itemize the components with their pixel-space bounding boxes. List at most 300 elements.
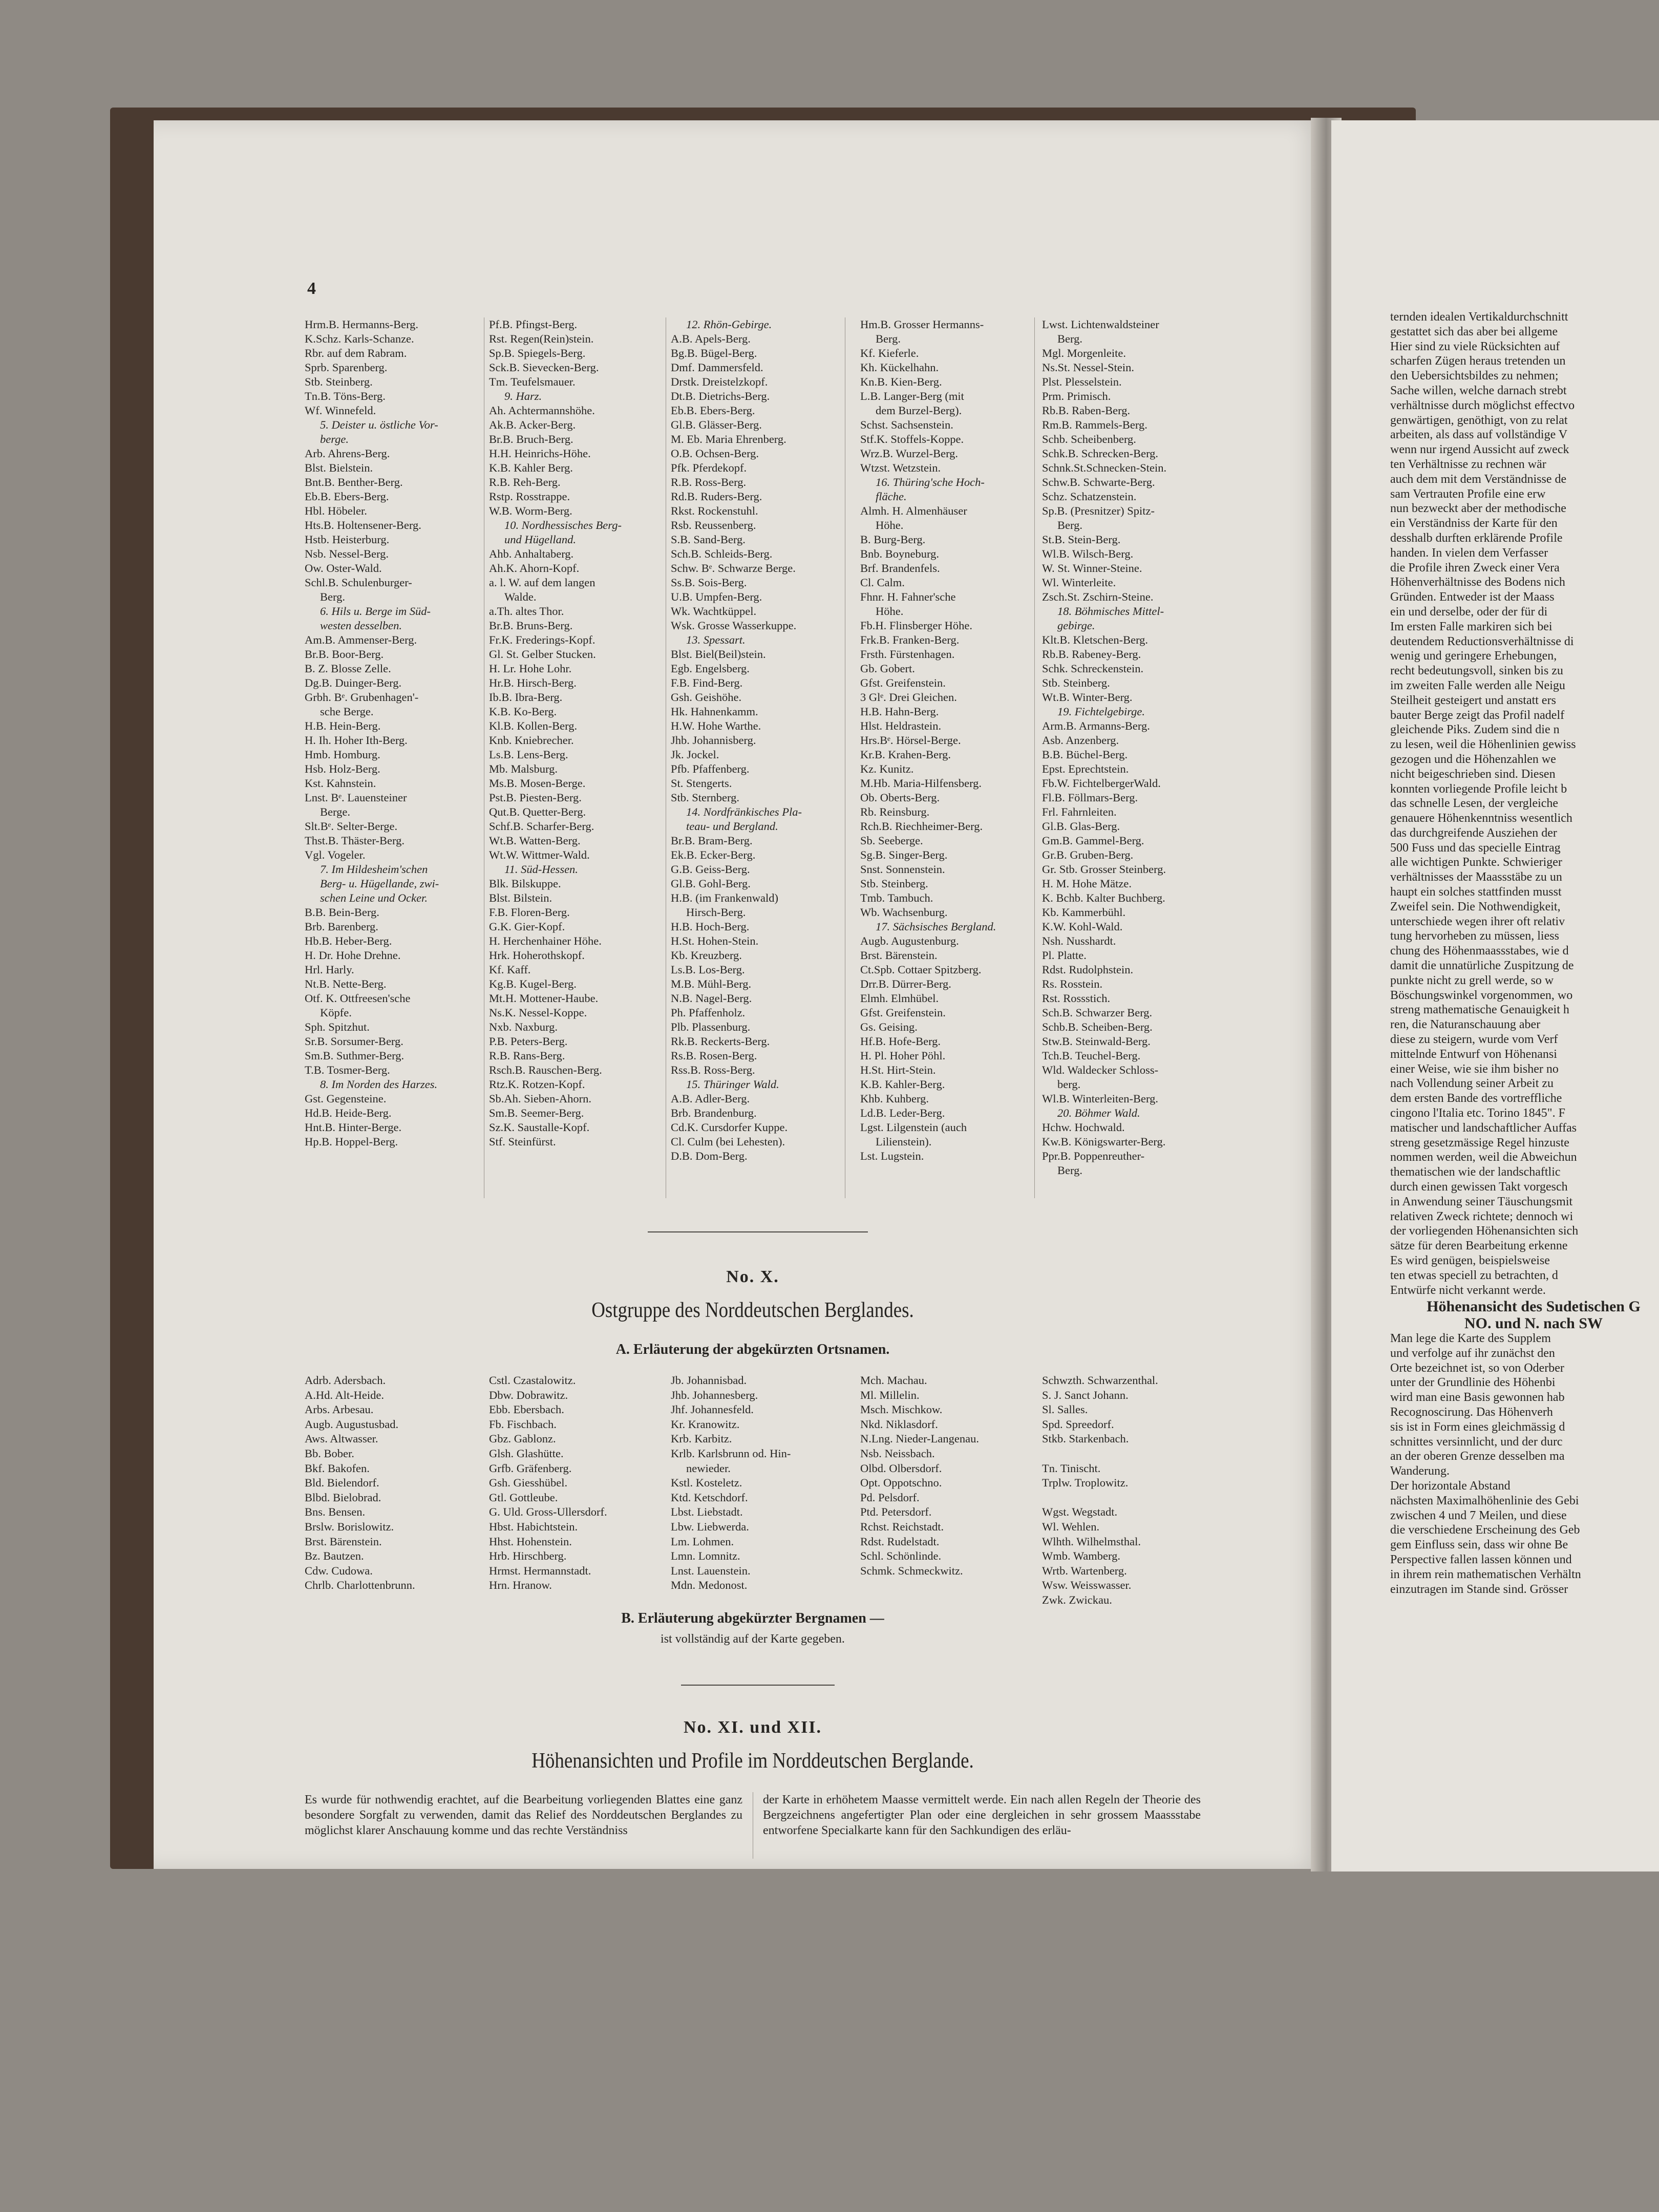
list-entry: K. Bchb. Kalter Buchberg. bbox=[1042, 891, 1165, 904]
text-line: punkte nicht zu grell werde, so w bbox=[1390, 973, 1554, 987]
list-entry: Hsb. Holz-Berg. bbox=[305, 762, 380, 775]
text-line: deutendem Reductionsverhältnisse di bbox=[1390, 634, 1574, 648]
list-entry: Hrs.Bᵉ. Hörsel-Berge. bbox=[860, 734, 961, 747]
list-entry: Wtzst. Wetzstein. bbox=[860, 461, 941, 474]
list-entry: Gl.B. Gohl-Berg. bbox=[671, 877, 751, 890]
region-heading: 5. Deister u. östliche Vor- bbox=[320, 418, 438, 431]
list-entry: Rss.B. Ross-Berg. bbox=[671, 1064, 755, 1076]
right-text-bottom bbox=[1390, 1331, 1659, 1597]
list-entry: Stw.B. Steinwald-Berg. bbox=[1042, 1035, 1151, 1048]
list-entry: Stf. Steinfürst. bbox=[489, 1135, 556, 1148]
list-entry: Otf. K. Ottfreesen'sche bbox=[305, 992, 411, 1005]
list-entry: Hstb. Heisterburg. bbox=[305, 533, 390, 546]
text-line: tung hervorheben zu müssen, liess bbox=[1390, 929, 1559, 943]
place-entry: Wmb. Wamberg. bbox=[1042, 1549, 1120, 1563]
place-entry: S. J. Sanct Johann. bbox=[1042, 1388, 1129, 1401]
place-entry: Lnst. Lauenstein. bbox=[671, 1564, 751, 1577]
list-entry: Frsth. Fürstenhagen. bbox=[860, 648, 955, 661]
list-entry: Br.B. Bruns-Berg. bbox=[489, 619, 573, 632]
body-paragraph: Es wurde für nothwendig erachtet, auf die Bearbeitung vorliegenden Blattes eine ganz besondere Sorgfalt zu verwenden, damit das Relief des Norddeutschen Berglandes zu möglichst klarer Anschauung komme und das rechte Verständniss bbox=[305, 1793, 742, 1837]
text-line: wenig und geringere Erhebungen, bbox=[1390, 649, 1557, 663]
text-line: einzutragen im Stande sind. Grösser bbox=[1390, 1582, 1568, 1596]
list-entry: B.B. Bein-Berg. bbox=[305, 906, 379, 919]
text-line: das schnelle Lesen, der vergleiche bbox=[1390, 797, 1559, 811]
list-column bbox=[671, 317, 802, 1163]
list-column bbox=[305, 317, 439, 1149]
place-entry: N.Lng. Nieder-Langenau. bbox=[860, 1432, 979, 1445]
text-line: Es wird genügen, beispielsweise bbox=[1390, 1254, 1550, 1267]
list-entry: Thst.B. Thäster-Berg. bbox=[305, 834, 405, 847]
list-entry: Kst. Kahnstein. bbox=[305, 777, 376, 790]
list-entry: Lgst. Lilgenstein (auch bbox=[860, 1121, 967, 1134]
text-line: scharfen Zügen heraus tretenden un bbox=[1390, 354, 1566, 368]
text-line: unter der Grundlinie des Höhenbi bbox=[1390, 1376, 1556, 1390]
list-entry: Mb. Malsburg. bbox=[489, 762, 558, 775]
place-entry: Cstl. Czastalowitz. bbox=[489, 1374, 576, 1387]
place-entry: Bld. Bielendorf. bbox=[305, 1476, 379, 1490]
list-entry: Zsch.St. Zschirn-Steine. bbox=[1042, 590, 1154, 603]
text-line: Im ersten Falle markiren sich bei bbox=[1390, 620, 1552, 633]
list-entry: M.B. Mühl-Berg. bbox=[671, 977, 752, 990]
list-entry: Wt.W. Wittmer-Wald. bbox=[489, 848, 590, 861]
list-entry: Sb. Seeberge. bbox=[860, 834, 923, 847]
list-entry: Rsch.B. Rauschen-Berg. bbox=[489, 1064, 602, 1076]
list-entry: Berg. bbox=[1057, 1164, 1082, 1177]
list-entry: Sprb. Sparenberg. bbox=[305, 361, 388, 374]
text-line: desshalb durften erklärende Profile bbox=[1390, 531, 1563, 545]
list-entry: Blk. Bilskuppe. bbox=[489, 877, 561, 890]
list-entry: Blst. Biel(Beil)stein. bbox=[671, 648, 766, 661]
right-page-text bbox=[1390, 310, 1659, 1597]
list-entry: Kr.B. Krahen-Berg. bbox=[860, 748, 951, 761]
list-entry: H. Ih. Hoher Ith-Berg. bbox=[305, 734, 408, 747]
place-entry: Rchst. Reichstadt. bbox=[860, 1520, 944, 1533]
text-line: Orte bezeichnet ist, so von Oderber bbox=[1390, 1361, 1564, 1375]
subsection-heading: A. Erläuterung der abgekürzten Ortsnamen. bbox=[615, 1342, 890, 1357]
place-entry: Arbs. Arbesau. bbox=[305, 1403, 374, 1416]
list-entry: Gm.B. Gammel-Berg. bbox=[1042, 834, 1144, 847]
list-entry: A.B. Apels-Berg. bbox=[671, 332, 751, 345]
text-line: arbeiten, als dass auf vollständige V bbox=[1390, 428, 1568, 442]
list-entry: Wrz.B. Wurzel-Berg. bbox=[860, 447, 959, 460]
place-entry: Lm. Lohmen. bbox=[671, 1535, 734, 1548]
list-entry: Ss.B. Sois-Berg. bbox=[671, 576, 747, 589]
list-entry: Stb. Sternberg. bbox=[671, 791, 739, 804]
region-heading: und Hügelland. bbox=[504, 533, 576, 546]
list-entry: Schst. Sachsenstein. bbox=[860, 418, 953, 431]
section-rule bbox=[648, 1231, 868, 1232]
list-entry: Kf. Kieferle. bbox=[860, 347, 919, 359]
list-entry: Hd.B. Heide-Berg. bbox=[305, 1107, 392, 1119]
text-line: Zweifel sein. Die Nothwendigkeit, bbox=[1390, 900, 1561, 913]
text-line: nicht beigeschrieben sind. Diesen bbox=[1390, 767, 1556, 781]
list-entry: Hrm.B. Hermanns-Berg. bbox=[305, 318, 419, 331]
list-entry: Wt.B. Watten-Berg. bbox=[489, 834, 581, 847]
list-entry: H. Lr. Hohe Lohr. bbox=[489, 662, 572, 675]
list-entry: Dg.B. Duinger-Berg. bbox=[305, 676, 402, 689]
list-entry: Blst. Bielstein. bbox=[305, 461, 373, 474]
list-entry: 3 Glᵉ. Drei Gleichen. bbox=[860, 691, 957, 704]
place-entry: Cdw. Cudowa. bbox=[305, 1564, 373, 1577]
region-heading: 7. Im Hildesheim'schen bbox=[320, 863, 428, 876]
place-entry: Adrb. Adersbach. bbox=[305, 1374, 386, 1387]
list-entry: Rsb. Reussenberg. bbox=[671, 519, 756, 531]
list-entry: Sph. Spitzhut. bbox=[305, 1020, 370, 1033]
place-entry: G. Uld. Gross-Ullersdorf. bbox=[489, 1505, 607, 1519]
text-line: konnten vorliegende Profile leicht b bbox=[1390, 782, 1567, 796]
list-entry: Am.B. Ammenser-Berg. bbox=[305, 633, 417, 646]
place-entry: Schl. Schönlinde. bbox=[860, 1549, 942, 1563]
list-entry: Gl. St. Gelber Stucken. bbox=[489, 648, 596, 661]
list-entry: Sb.Ah. Sieben-Ahorn. bbox=[489, 1092, 591, 1105]
list-entry: U.B. Umpfen-Berg. bbox=[671, 590, 762, 603]
place-entry: Wlhth. Wilhelmsthal. bbox=[1042, 1535, 1141, 1548]
text-line: wird man eine Basis gewonnen hab bbox=[1390, 1391, 1565, 1405]
list-entry: Nxb. Naxburg. bbox=[489, 1020, 558, 1033]
list-entry: Rtz.K. Rotzen-Kopf. bbox=[489, 1078, 585, 1091]
list-entry: Kn.B. Kien-Berg. bbox=[860, 375, 942, 388]
list-entry: Rd.B. Ruders-Berg. bbox=[671, 490, 762, 503]
place-entry: Opt. Oppotschno. bbox=[860, 1476, 942, 1490]
list-entry: Köpfe. bbox=[320, 1006, 352, 1019]
list-entry: Gr.B. Gruben-Berg. bbox=[1042, 848, 1134, 861]
text-line: Steilheit gesteigert und anstatt ers bbox=[1390, 693, 1556, 707]
region-heading: 14. Nordfränkisches Pla- bbox=[686, 805, 802, 818]
list-entry: Rst. Regen(Rein)stein. bbox=[489, 332, 594, 345]
list-entry: Dt.B. Dietrichs-Berg. bbox=[671, 390, 770, 402]
section-title: Ostgruppe des Norddeutschen Berglandes. bbox=[591, 1299, 914, 1322]
list-entry: H.B. Hoch-Berg. bbox=[671, 920, 750, 933]
list-entry: K.W. Kohl-Wald. bbox=[1042, 920, 1123, 933]
list-entry: Ah. Achtermannshöhe. bbox=[489, 404, 595, 417]
list-entry: Fr.K. Frederings-Kopf. bbox=[489, 633, 595, 646]
place-entry: Chrlb. Charlottenbrunn. bbox=[305, 1579, 415, 1592]
list-entry: Wl. Winterleite. bbox=[1042, 576, 1116, 589]
list-entry: H. Pl. Hoher Pöhl. bbox=[860, 1049, 946, 1062]
list-entry: Schk.B. Schrecken-Berg. bbox=[1042, 447, 1159, 460]
text-line: das durchgreifende Ausziehen der bbox=[1390, 826, 1557, 840]
list-entry: W.B. Worm-Berg. bbox=[489, 504, 572, 517]
list-entry: Sch.B. Schwarzer Berg. bbox=[1042, 1006, 1153, 1019]
list-entry: Br.B. Boor-Berg. bbox=[305, 648, 384, 661]
list-entry: Arm.B. Armanns-Berg. bbox=[1042, 719, 1150, 732]
list-entry: Snst. Sonnenstein. bbox=[860, 863, 945, 876]
list-entry: Eb.B. Ebers-Berg. bbox=[305, 490, 389, 503]
list-entry: Tch.B. Teuchel-Berg. bbox=[1042, 1049, 1141, 1062]
region-heading: 15. Thüringer Wald. bbox=[686, 1078, 779, 1091]
list-entry: Rb. Reinsburg. bbox=[860, 805, 930, 818]
list-entry: Dmf. Dammersfeld. bbox=[671, 361, 763, 374]
list-entry: Gl.B. Glässer-Berg. bbox=[671, 418, 762, 431]
text-line: zwischen 4 und 7 Meilen, und diese bbox=[1390, 1508, 1567, 1522]
text-line: ein und derselbe, oder der für di bbox=[1390, 605, 1548, 619]
list-entry: Schl.B. Schulenburger- bbox=[305, 576, 412, 589]
place-entry bbox=[1042, 1447, 1158, 1461]
list-entry: Lwst. Lichtenwaldsteiner bbox=[1042, 318, 1159, 331]
place-entry: Schwzth. Schwarzenthal. bbox=[1042, 1374, 1158, 1387]
list-entry: Sm.B. Seemer-Berg. bbox=[489, 1107, 584, 1119]
list-entry: Kb. Kreuzberg. bbox=[671, 949, 742, 962]
list-entry: K.B. Kahler Berg. bbox=[489, 461, 573, 474]
list-entry: Augb. Augustenburg. bbox=[860, 934, 959, 947]
text-line: diese zu steigern, wurde vom Verf bbox=[1390, 1033, 1558, 1047]
place-entry: Lbst. Liebstadt. bbox=[671, 1505, 743, 1519]
text-line: den Uebersichtsbildes zu nehmen; bbox=[1390, 369, 1559, 383]
list-entry: Schb. Scheibenberg. bbox=[1042, 433, 1136, 445]
list-entry: Berg. bbox=[1057, 332, 1082, 345]
text-line: bauter Berge zeigt das Profil nadelf bbox=[1390, 708, 1565, 722]
text-line: chung des Höhenmaassstabes, wie d bbox=[1390, 944, 1569, 958]
list-entry: Sr.B. Sorsumer-Berg. bbox=[305, 1035, 403, 1048]
list-entry: Epst. Eprechtstein. bbox=[1042, 762, 1129, 775]
list-entry: Plb. Plassenburg. bbox=[671, 1020, 751, 1033]
list-entry: Hlst. Heldrastein. bbox=[860, 719, 942, 732]
place-entry: Krlb. Karlsbrunn od. Hin- bbox=[671, 1447, 791, 1460]
list-entry: Drstk. Dreistelzkopf. bbox=[671, 375, 768, 388]
place-entry: Kstl. Kosteletz. bbox=[671, 1476, 742, 1490]
list-entry: Sp.B. Spiegels-Berg. bbox=[489, 347, 586, 359]
list-entry: Cl. Culm (bei Lehesten). bbox=[671, 1135, 785, 1148]
list-entry: Pfk. Pferdekopf. bbox=[671, 461, 747, 474]
list-entry: Kf. Kaff. bbox=[489, 963, 531, 976]
list-entry: Frl. Fahrnleiten. bbox=[1042, 805, 1117, 818]
list-entry: S.B. Sand-Berg. bbox=[671, 533, 746, 546]
region-heading: 6. Hils u. Berge im Süd- bbox=[320, 605, 431, 618]
text-line: auch dem mit dem Verständnisse de bbox=[1390, 472, 1567, 486]
text-line: ten Verhältnisse zu rechnen wär bbox=[1390, 457, 1546, 471]
place-entry: Olbd. Olbersdorf. bbox=[860, 1461, 942, 1475]
text-line: Man lege die Karte des Supplem bbox=[1390, 1331, 1551, 1345]
text-line: gem Einfluss sein, dass wir ohne Be bbox=[1390, 1538, 1568, 1552]
text-line: damit die unnatürliche Zuspitzung de bbox=[1390, 959, 1574, 973]
list-entry: Jk. Jockel. bbox=[671, 748, 719, 761]
list-entry: R.B. Rans-Berg. bbox=[489, 1049, 565, 1062]
place-entry: Grfb. Gräfenberg. bbox=[489, 1461, 572, 1475]
list-entry: Sm.B. Suthmer-Berg. bbox=[305, 1049, 405, 1062]
list-entry: Stb. Steinberg. bbox=[1042, 676, 1110, 689]
list-entry: Bg.B. Bügel-Berg. bbox=[671, 347, 757, 359]
text-line: Der horizontale Abstand bbox=[1390, 1479, 1511, 1493]
text-line: zu lesen, weil die Höhenlinien gewiss bbox=[1390, 738, 1576, 752]
list-entry: Wl.B. Wilsch-Berg. bbox=[1042, 547, 1134, 560]
list-entry: L.B. Langer-Berg (mit bbox=[860, 390, 964, 402]
list-entry: Br.B. Bram-Berg. bbox=[671, 834, 753, 847]
list-entry: Ct.Spb. Cottaer Spitzberg. bbox=[860, 963, 982, 976]
text-line: nach Vollendung seiner Arbeit zu bbox=[1390, 1077, 1554, 1091]
list-entry: Pf.B. Pfingst-Berg. bbox=[489, 318, 578, 331]
text-line: genauere Höhenkenntniss wesentlich bbox=[1390, 812, 1572, 825]
text-line: Höhenverhältnisse des Bodens nich bbox=[1390, 576, 1565, 589]
list-entry: Ow. Oster-Wald. bbox=[305, 562, 382, 575]
list-entry: Rstp. Rosstrappe. bbox=[489, 490, 570, 503]
list-entry: Ph. Pfaffenholz. bbox=[671, 1006, 746, 1019]
list-entry: Brb. Brandenburg. bbox=[671, 1107, 757, 1119]
region-heading: 18. Böhmisches Mittel- bbox=[1057, 605, 1164, 618]
list-entry: Kw.B. Königswarter-Berg. bbox=[1042, 1135, 1166, 1148]
list-entry: H.B. (im Frankenwald) bbox=[671, 891, 778, 904]
list-entry: Hk. Hahnenkamm. bbox=[671, 705, 758, 718]
list-entry: Brb. Barenberg. bbox=[305, 920, 378, 933]
list-entry: M.Hb. Maria-Hilfensberg. bbox=[860, 777, 982, 790]
list-entry: H. Herchenhainer Höhe. bbox=[489, 934, 602, 947]
list-entry: a.Th. altes Thor. bbox=[489, 605, 564, 618]
list-entry: Fb.W. FichtelbergerWald. bbox=[1042, 777, 1161, 790]
place-entry: Hbst. Habichtstein. bbox=[489, 1520, 578, 1533]
region-heading: 9. Harz. bbox=[504, 390, 542, 402]
text-line: ternden idealen Vertikaldurchschnitt bbox=[1390, 310, 1568, 324]
text-line: mittelnde Entwurf von Höhenansi bbox=[1390, 1047, 1557, 1061]
place-column bbox=[305, 1373, 415, 1593]
list-entry: Berg. bbox=[320, 590, 345, 603]
text-line: in Anwendung seiner Täuschungsmit bbox=[1390, 1195, 1573, 1208]
list-entry: Rch.B. Riechheimer-Berg. bbox=[860, 820, 983, 833]
place-entry: Aws. Altwasser. bbox=[305, 1432, 378, 1445]
place-entry: Glsh. Glashütte. bbox=[489, 1447, 564, 1460]
text-line: ein Verständniss der Karte für den bbox=[1390, 517, 1558, 530]
list-entry: dem Burzel-Berg). bbox=[876, 404, 962, 417]
list-entry: Lst. Lugstein. bbox=[860, 1150, 924, 1162]
list-entry: Schw. Bᵉ. Schwarze Berge. bbox=[671, 562, 796, 575]
list-entry: Cl. Calm. bbox=[860, 576, 905, 589]
list-entry: Jhb. Johannisberg. bbox=[671, 734, 756, 747]
text-line: schnittes versinnlicht, und der durc bbox=[1390, 1435, 1563, 1449]
list-entry: Asb. Anzenberg. bbox=[1042, 734, 1119, 747]
list-entry: Berg. bbox=[1057, 519, 1082, 531]
list-entry: Sz.K. Saustalle-Kopf. bbox=[489, 1121, 590, 1134]
place-entry: Ptd. Petersdorf. bbox=[860, 1505, 932, 1519]
list-entry: Mgl. Morgenleite. bbox=[1042, 347, 1126, 359]
list-entry: Wl.B. Winterleiten-Berg. bbox=[1042, 1092, 1158, 1105]
list-entry: B. Burg-Berg. bbox=[860, 533, 926, 546]
list-entry: Gfst. Greifenstein. bbox=[860, 1006, 946, 1019]
region-heading: fläche. bbox=[876, 490, 907, 503]
list-entry: Fl.B. Föllmars-Berg. bbox=[1042, 791, 1138, 804]
list-entry: Blst. Bilstein. bbox=[489, 891, 552, 904]
text-line: handen. In vielen dem Verfasser bbox=[1390, 546, 1548, 560]
list-entry: H.B. Hahn-Berg. bbox=[860, 705, 939, 718]
right-heading: NO. und N. nach SW bbox=[1464, 1315, 1603, 1332]
list-entry: K.Schz. Karls-Schanze. bbox=[305, 332, 414, 345]
list-entry: Ek.B. Ecker-Berg. bbox=[671, 848, 756, 861]
text-line: Böschungswinkel vorgenommen, wo bbox=[1390, 988, 1573, 1002]
list-entry: Schnk.St.Schnecken-Stein. bbox=[1042, 461, 1167, 474]
list-entry: Ak.B. Acker-Berg. bbox=[489, 418, 576, 431]
list-entry: Kz. Kunitz. bbox=[860, 762, 914, 775]
list-entry: Ls.B. Los-Berg. bbox=[671, 963, 745, 976]
text-line: Sache willen, welche darnach strebt bbox=[1390, 384, 1567, 397]
section-title: Höhenansichten und Profile im Norddeutschen Berglande. bbox=[531, 1749, 974, 1773]
place-entry: Ebb. Ebersbach. bbox=[489, 1403, 564, 1416]
list-entry: Khb. Kuhberg. bbox=[860, 1092, 929, 1105]
list-entry: Vgl. Vogeler. bbox=[305, 848, 366, 861]
region-heading: 12. Rhön-Gebirge. bbox=[686, 318, 772, 331]
place-entry: Gbz. Gablonz. bbox=[489, 1432, 556, 1445]
text-line: gezogen und die Höhenzahlen we bbox=[1390, 752, 1556, 766]
text-line: und verfolge auf ihr zunächst den bbox=[1390, 1346, 1555, 1360]
text-line: nommen werden, weil die Abweichun bbox=[1390, 1151, 1577, 1164]
place-entry: Gtl. Gottleube. bbox=[489, 1491, 558, 1504]
list-entry: Kb. Kammerbühl. bbox=[1042, 906, 1126, 919]
list-entry: Ib.B. Ibra-Berg. bbox=[489, 691, 563, 704]
list-entry: B. Z. Blosse Zelle. bbox=[305, 662, 391, 675]
text-line: sätze für deren Bearbeitung erkenne bbox=[1390, 1239, 1568, 1253]
list-entry: Schk. Schreckenstein. bbox=[1042, 662, 1144, 675]
list-entry: Qut.B. Quetter-Berg. bbox=[489, 805, 586, 818]
list-entry: F.B. Floren-Berg. bbox=[489, 906, 570, 919]
right-heading: Höhenansicht des Sudetischen G bbox=[1427, 1298, 1641, 1315]
place-column bbox=[671, 1373, 791, 1593]
list-entry: H.St. Hirt-Stein. bbox=[860, 1064, 936, 1076]
region-heading: 11. Süd-Hessen. bbox=[504, 863, 578, 876]
place-entry: Mch. Machau. bbox=[860, 1374, 927, 1387]
place-entry: Bns. Bensen. bbox=[305, 1505, 366, 1519]
place-entry: Bb. Bober. bbox=[305, 1447, 354, 1460]
text-line: nun bezweckt aber der methodische bbox=[1390, 502, 1566, 516]
list-entry: Hf.B. Hofe-Berg. bbox=[860, 1035, 941, 1048]
region-heading: 17. Sächsisches Bergland. bbox=[876, 920, 996, 933]
region-heading: gebirge. bbox=[1057, 619, 1095, 632]
list-entry: Kh. Kückelhahn. bbox=[860, 361, 939, 374]
list-entry: Lnst. Bᵉ. Lauensteiner bbox=[305, 791, 407, 804]
list-entry: Nt.B. Nette-Berg. bbox=[305, 977, 387, 990]
list-entry: Wf. Winnefeld. bbox=[305, 404, 376, 417]
place-entry: Nsb. Neissbach. bbox=[860, 1447, 935, 1460]
list-entry: Höhe. bbox=[876, 605, 904, 618]
list-entry: Gr. Stb. Grosser Steinberg. bbox=[1042, 863, 1166, 876]
place-entry: Sl. Salles. bbox=[1042, 1403, 1088, 1416]
place-entry: Jhb. Johannesberg. bbox=[671, 1388, 758, 1401]
list-entry: Höhe. bbox=[876, 519, 904, 531]
list-column bbox=[860, 317, 996, 1163]
region-heading: 8. Im Norden des Harzes. bbox=[320, 1078, 438, 1091]
list-entry: A.B. Adler-Berg. bbox=[671, 1092, 750, 1105]
list-entry: Hr.B. Hirsch-Berg. bbox=[489, 676, 577, 689]
list-entry: Fb.H. Flinsberger Höhe. bbox=[860, 619, 972, 632]
list-entry: Prm. Primisch. bbox=[1042, 390, 1111, 402]
list-entry: Ns.K. Nessel-Koppe. bbox=[489, 1006, 587, 1019]
list-entry: Hts.B. Holtensener-Berg. bbox=[305, 519, 421, 531]
list-entry: Sp.B. (Presnitzer) Spitz- bbox=[1042, 504, 1155, 517]
list-entry: B.B. Büchel-Berg. bbox=[1042, 748, 1128, 761]
text-line: Wanderung. bbox=[1390, 1464, 1450, 1478]
text-line: verhältnisse durch möglichst effectvo bbox=[1390, 398, 1575, 412]
place-entry: Mdn. Medonost. bbox=[671, 1579, 748, 1592]
list-entry: Grbh. Bᵉ. Grubenhagen'- bbox=[305, 691, 419, 704]
place-entry: Ml. Millelin. bbox=[860, 1388, 920, 1401]
place-entry: Hrmst. Hermannstadt. bbox=[489, 1564, 591, 1577]
place-entry: Wl. Wehlen. bbox=[1042, 1520, 1100, 1533]
region-heading: 20. Böhmer Wald. bbox=[1057, 1107, 1140, 1119]
place-entry: Jb. Johannisbad. bbox=[671, 1374, 747, 1387]
place-entry: Hhst. Hohenstein. bbox=[489, 1535, 572, 1548]
list-entry: H.St. Hohen-Stein. bbox=[671, 934, 759, 947]
list-entry: Schw.B. Schwarte-Berg. bbox=[1042, 476, 1155, 488]
text-line: haupt ein solches stattfinden musst bbox=[1390, 885, 1562, 899]
list-entry: Ah.K. Ahorn-Kopf. bbox=[489, 562, 580, 575]
list-entry: Nsh. Nusshardt. bbox=[1042, 934, 1116, 947]
list-entry: Wb. Wachsenburg. bbox=[860, 906, 948, 919]
place-entry bbox=[1042, 1491, 1158, 1505]
list-entry: Rkst. Rockenstuhl. bbox=[671, 504, 758, 517]
list-entry: Schb.B. Scheiben-Berg. bbox=[1042, 1020, 1153, 1033]
list-entry: Nsb. Nessel-Berg. bbox=[305, 547, 389, 560]
region-heading: 13. Spessart. bbox=[686, 633, 746, 646]
place-entry: Ktd. Ketschdorf. bbox=[671, 1491, 748, 1504]
text-line: cingono l'Italia etc. Torino 1845". F bbox=[1390, 1107, 1565, 1120]
list-entry: Gb. Gobert. bbox=[860, 662, 915, 675]
list-entry: Hp.B. Hoppel-Berg. bbox=[305, 1135, 398, 1148]
list-entry: Stf.K. Stoffels-Koppe. bbox=[860, 433, 964, 445]
